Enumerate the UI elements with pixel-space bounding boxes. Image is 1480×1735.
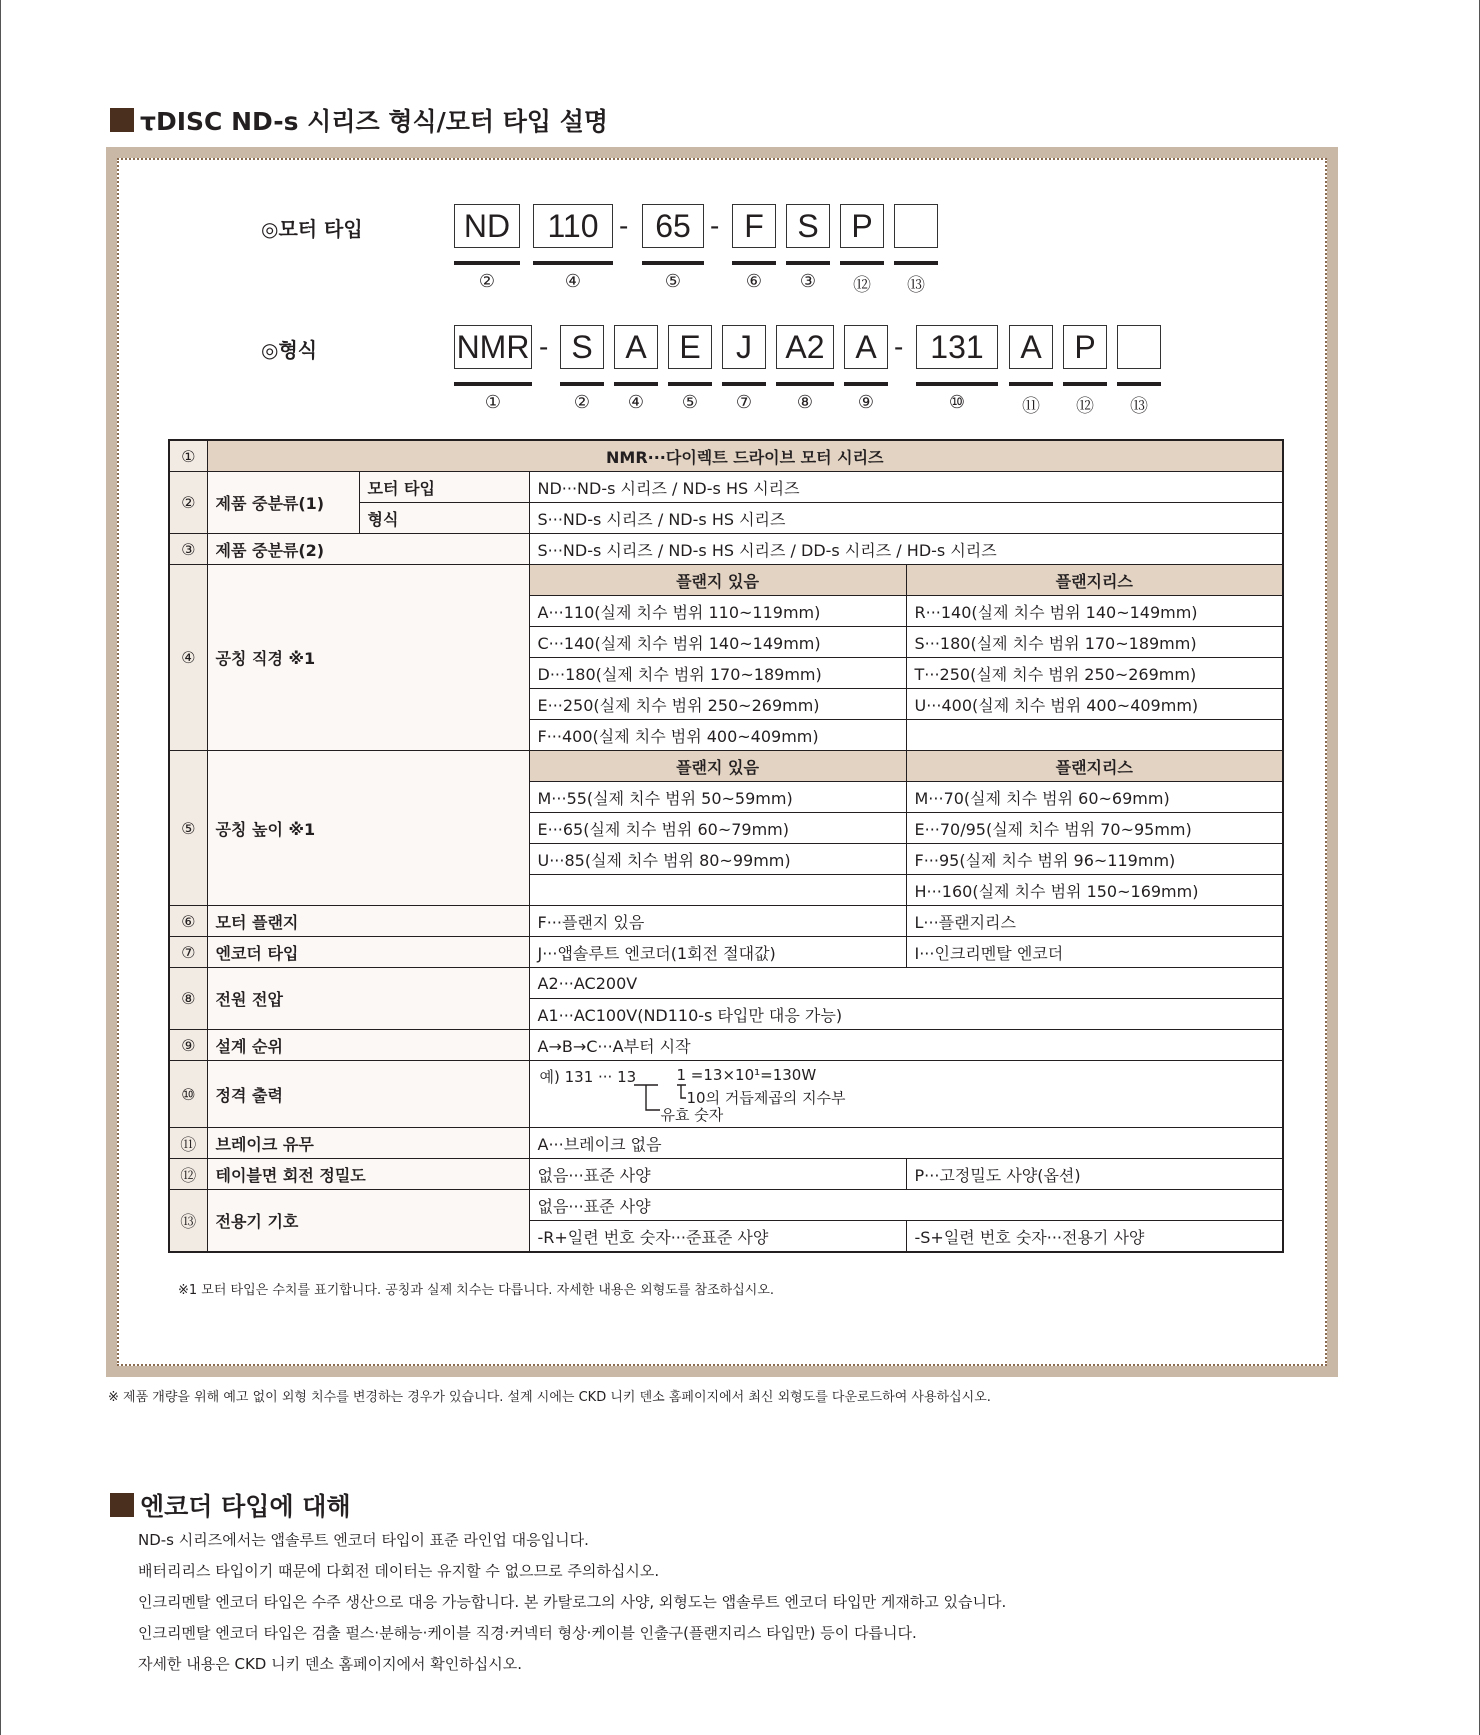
motor-type-code (119, 204, 1325, 314)
section-title-model (110, 102, 608, 138)
sub-label: 형식 (359, 503, 529, 534)
code-underline (1063, 382, 1107, 386)
code-index: ② (573, 392, 591, 413)
encoder-paragraph: 자세한 내용은 CKD 니키 덴소 홈페이지에서 확인하십시오. (138, 1655, 523, 1673)
code-box: 110 (533, 204, 613, 248)
code-underline (642, 261, 704, 265)
value-cell: H···160(실제 치수 범위 150~169mm) (906, 875, 1283, 906)
row-number: ⑤ (169, 751, 207, 906)
section-square-icon (110, 108, 134, 132)
model-code (119, 325, 1325, 435)
code-box: P (840, 204, 884, 248)
code-box: A (614, 325, 658, 369)
row-label: 정격 출력 (207, 1061, 529, 1128)
section-title-encoder (110, 1487, 351, 1523)
spec-table (168, 439, 1284, 1253)
code-box: NMR (454, 325, 532, 369)
code-box: E (668, 325, 712, 369)
code-underline (1009, 382, 1053, 386)
code-index: ⑪ (1022, 396, 1040, 417)
value-cell: R···140(실제 치수 범위 140~149mm) (906, 596, 1283, 627)
code-index: ⑧ (796, 392, 814, 413)
row-label: 전원 전압 (207, 968, 529, 1030)
code-dash: - (710, 210, 720, 241)
code-box: P (1063, 325, 1107, 369)
value-cell: F···플랜지 있음 (529, 906, 906, 937)
row-label: 제품 중분류(1) (207, 472, 359, 534)
code-underline (454, 261, 520, 265)
row-number: ⑬ (169, 1190, 207, 1253)
model-description-inner (117, 158, 1327, 1366)
code-box: ND (454, 204, 520, 248)
value-cell: M···55(실제 치수 범위 50~59mm) (529, 782, 906, 813)
rating-example (530, 1062, 1283, 1126)
code-underline (916, 382, 998, 386)
code-underline (776, 382, 834, 386)
code-box: 65 (642, 204, 704, 248)
code-index: ⑫ (853, 275, 871, 296)
row-number: ⑦ (169, 937, 207, 968)
row-number: ⑥ (169, 906, 207, 937)
rating-note-exponent: 10의 거듭제곱의 지수부 (686, 1089, 846, 1107)
row-label: 공칭 높이 ※1 (207, 751, 529, 906)
rating-note-significant: 유효 숫자 (660, 1106, 724, 1124)
column-header: 플랜지리스 (906, 751, 1283, 782)
value-cell: P···고정밀도 사양(옵션) (906, 1159, 1283, 1190)
value-cell: J···앱솔루트 엔코더(1회전 절대값) (529, 937, 906, 968)
value-cell: S···180(실제 치수 범위 170~189mm) (906, 627, 1283, 658)
rating-example-cell (529, 1061, 1283, 1128)
code-index: ⑥ (745, 271, 763, 292)
table-row (169, 472, 1283, 503)
code-underline (614, 382, 658, 386)
value-cell: F···400(실제 치수 범위 400~409mm) (529, 720, 906, 751)
code-box-empty (1117, 325, 1161, 369)
table-row (169, 1159, 1283, 1190)
code-index: ⑤ (681, 392, 699, 413)
code-index: ⑩ (948, 392, 966, 413)
code-index: ⑨ (857, 392, 875, 413)
code-box: S (786, 204, 830, 248)
code-box: J (722, 325, 766, 369)
code-underline (560, 382, 604, 386)
table-row (169, 906, 1283, 937)
row-number: ① (169, 440, 207, 472)
table-row (169, 1030, 1283, 1061)
code-index: ④ (627, 392, 645, 413)
value-cell: D···180(실제 치수 범위 170~189mm) (529, 658, 906, 689)
table-row (169, 1061, 1283, 1128)
design-change-note: ※ 제품 개량을 위해 예고 없이 외형 치수를 변경하는 경우가 있습니다. 설계 시에는 CKD 니키 덴소 홈페이지에서 최신 외형도를 다운로드하여 사용하십시오. (108, 1390, 991, 1405)
value-cell: A2···AC200V (529, 968, 1283, 999)
model-description-panel (106, 147, 1338, 1377)
code-index: ① (484, 392, 502, 413)
code-index: ③ (799, 271, 817, 292)
row-label: 테이블면 회전 정밀도 (207, 1159, 529, 1190)
table-row (169, 534, 1283, 565)
code-index: ⑦ (735, 392, 753, 413)
value-cell: U···400(실제 치수 범위 400~409mm) (906, 689, 1283, 720)
row-label: 모터 플랜지 (207, 906, 529, 937)
value-cell (529, 875, 906, 906)
section-title-text: 엔코더 타입에 대해 (140, 1492, 351, 1521)
encoder-paragraph: 인크리멘탈 엔코더 타입은 검출 펄스·분해능·케이블 직경·커넥터 형상·케이블 인출구(플랜지리스 타입만) 등이 다릅니다. (138, 1624, 917, 1642)
series-cell: NMR···다이렉트 드라이브 모터 시리즈 (207, 440, 1283, 472)
code-index: ⑬ (907, 275, 925, 296)
value-cell: C···140(실제 치수 범위 140~149mm) (529, 627, 906, 658)
encoder-paragraph: 배터리리스 타입이기 때문에 다회전 데이터는 유지할 수 없으므로 주의하십시오. (138, 1562, 660, 1580)
value-cell: -S+일련 번호 숫자···전용기 사양 (906, 1221, 1283, 1253)
value-cell: S···ND-s 시리즈 / ND-s HS 시리즈 (529, 503, 1283, 534)
row-number: ⑫ (169, 1159, 207, 1190)
row-number: ③ (169, 534, 207, 565)
rating-example-prefix: 예) 131 ··· 13 (539, 1068, 637, 1086)
code-underline (533, 261, 613, 265)
value-cell: T···250(실제 치수 범위 250~269mm) (906, 658, 1283, 689)
table-row (169, 1190, 1283, 1221)
row-number: ④ (169, 565, 207, 751)
code-box: A (1009, 325, 1053, 369)
row-label: 공칭 직경 ※1 (207, 565, 529, 751)
row-label: 브레이크 유무 (207, 1128, 529, 1159)
code-dash: - (894, 331, 904, 362)
code-dash: - (619, 210, 629, 241)
row-number: ⑧ (169, 968, 207, 1030)
code-underline (732, 261, 776, 265)
code-underline (840, 261, 884, 265)
value-cell: A···브레이크 없음 (529, 1128, 1283, 1159)
value-cell: A···110(실제 치수 범위 110~119mm) (529, 596, 906, 627)
code-underline (722, 382, 766, 386)
motor-type-label: ◎모터 타입 (261, 217, 363, 241)
table-row (169, 440, 1283, 472)
code-box: S (560, 325, 604, 369)
row-label: 엔코더 타입 (207, 937, 529, 968)
code-index: ④ (564, 271, 582, 292)
code-underline (454, 382, 532, 386)
table-row (169, 1128, 1283, 1159)
table-row (169, 751, 1283, 782)
value-cell: M···70(실제 치수 범위 60~69mm) (906, 782, 1283, 813)
code-underline (894, 261, 938, 265)
value-cell: U···85(실제 치수 범위 80~99mm) (529, 844, 906, 875)
code-underline (844, 382, 888, 386)
code-index: ⑤ (664, 271, 682, 292)
encoder-paragraph: 인크리멘탈 엔코더 타입은 수주 생산으로 대응 가능합니다. 본 카탈로그의 사양, 외형도는 앱솔루트 엔코더 타입만 게재하고 있습니다. (138, 1593, 1007, 1611)
row-number: ② (169, 472, 207, 534)
row-number: ⑩ (169, 1061, 207, 1128)
row-label: 설계 순위 (207, 1030, 529, 1061)
code-box: F (732, 204, 776, 248)
row-label: 전용기 기호 (207, 1190, 529, 1253)
sub-label: 모터 타입 (359, 472, 529, 503)
code-underline (786, 261, 830, 265)
code-box-empty (894, 204, 938, 248)
table-row (169, 968, 1283, 999)
value-cell: L···플랜지리스 (906, 906, 1283, 937)
encoder-paragraph: ND-s 시리즈에서는 앱솔루트 엔코더 타입이 표준 라인업 대응입니다. (138, 1531, 589, 1549)
code-box: A2 (776, 325, 834, 369)
section-square-icon (110, 1493, 134, 1517)
row-number: ⑪ (169, 1128, 207, 1159)
code-box: A (844, 325, 888, 369)
column-header: 플랜지 있음 (529, 751, 906, 782)
code-underline (1117, 382, 1161, 386)
code-box: 131 (916, 325, 998, 369)
value-cell: A1···AC100V(ND110-s 타입만 대응 가능) (529, 999, 1283, 1030)
rating-formula: 1 =13×10¹=130W (676, 1066, 817, 1084)
code-dash: - (539, 331, 549, 362)
value-cell (906, 720, 1283, 751)
code-index: ⑬ (1130, 396, 1148, 417)
value-cell: ND···ND-s 시리즈 / ND-s HS 시리즈 (529, 472, 1283, 503)
value-cell: E···70/95(실제 치수 범위 70~95mm) (906, 813, 1283, 844)
row-label: 제품 중분류(2) (207, 534, 529, 565)
value-cell: I···인크리멘탈 엔코더 (906, 937, 1283, 968)
value-cell: -R+일련 번호 숫자···준표준 사양 (529, 1221, 906, 1253)
column-header: 플랜지리스 (906, 565, 1283, 596)
code-underline (668, 382, 712, 386)
code-index: ⑫ (1076, 396, 1094, 417)
value-cell: E···65(실제 치수 범위 60~79mm) (529, 813, 906, 844)
section-title-text: τDISC ND-s 시리즈 형식/모터 타입 설명 (140, 107, 609, 136)
model-label: ◎형식 (261, 338, 318, 362)
value-cell: 없음···표준 사양 (529, 1159, 906, 1190)
value-cell: 없음···표준 사양 (529, 1190, 1283, 1221)
row-number: ⑨ (169, 1030, 207, 1061)
column-header: 플랜지 있음 (529, 565, 906, 596)
code-index: ② (478, 271, 496, 292)
table-row (169, 565, 1283, 596)
value-cell: A→B→C···A부터 시작 (529, 1030, 1283, 1061)
value-cell: S···ND-s 시리즈 / ND-s HS 시리즈 / DD-s 시리즈 / HD-s 시리즈 (529, 534, 1283, 565)
value-cell: E···250(실제 치수 범위 250~269mm) (529, 689, 906, 720)
value-cell: F···95(실제 치수 범위 96~119mm) (906, 844, 1283, 875)
table-footnote: ※1 모터 타입은 수치를 표기합니다. 공칭과 실제 치수는 다릅니다. 자세한 내용은 외형도를 참조하십시오. (178, 1283, 775, 1298)
table-row (169, 937, 1283, 968)
